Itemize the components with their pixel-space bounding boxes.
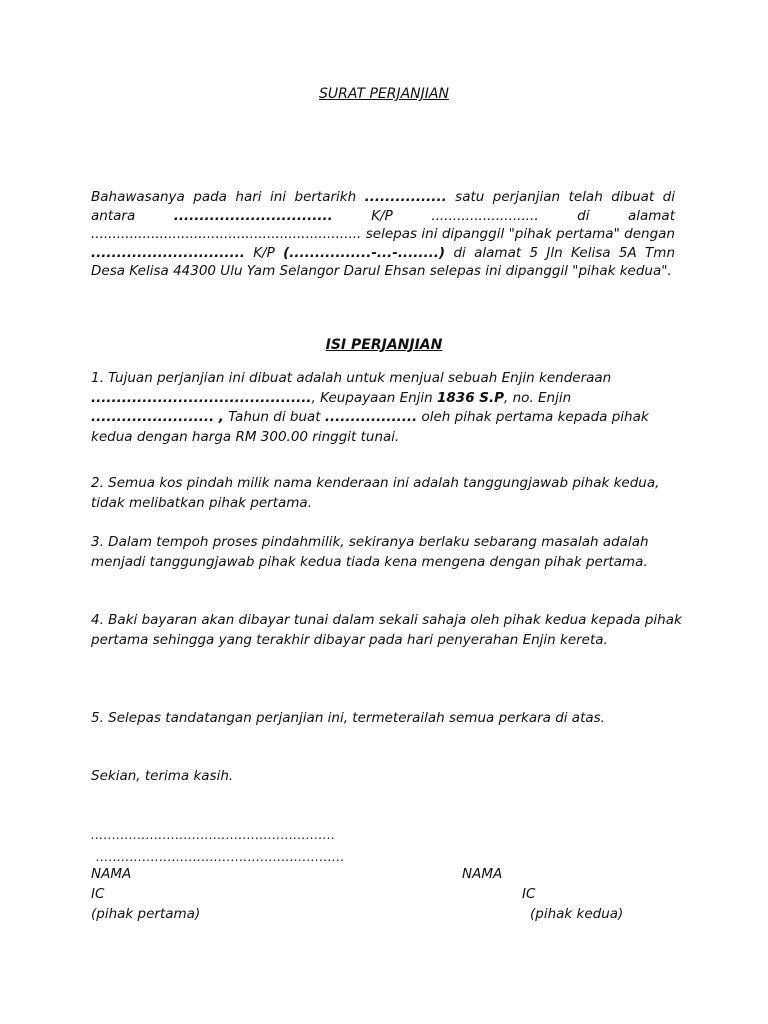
intro-text-3: K/P ......................... di alamat ............................................................... selepas ini dipanggil "pihak pertama" dengan [91,207,675,243]
year-blank: .................. [324,409,418,426]
intro-text-4: K/P [244,244,284,261]
signature-line-party1: .......................................................... [91,828,336,842]
vehicle-blank: ........................................... [91,389,312,406]
signature-line-party2: ........................................................... [96,850,345,864]
party2-ic-blank: (................-...-........) [283,244,446,261]
party1-name-label: NAMA [91,866,132,882]
clause-1-text-e: oleh pihak pertama kepada pihak kedua dengan harga RM 300.00 ringgit tunai. [91,409,649,445]
party1-name-blank: ............................... [173,207,333,224]
clause-1-text-d: Tahun di buat [223,409,325,426]
intro-text-1: Bahawasanya pada hari ini bertarikh [91,189,365,205]
party1-role-label: (pihak pertama) [91,906,201,922]
date-blank: ................ [364,189,447,205]
party2-role-label: (pihak kedua) [530,906,624,922]
party2-name-label: NAMA [462,866,503,882]
document-title: SURAT PERJANJIAN [319,86,449,102]
clause-1 [91,369,691,447]
engine-number-blank: ........................ , [91,409,224,426]
clause-2: 2. Semua kos pindah milik nama kenderaan ini adalah tanggungjawab pihak kedua, tidak melibatkan pihak pertama. [91,475,660,511]
party1-ic-label: IC [91,886,105,902]
clause-3: 3. Dalam tempoh proses pindahmilik, sekiranya berlaku sebarang masalah adalah menjadi tanggungjawab pihak kedua tiada kena mengena dengan pihak pertama. [91,534,649,570]
party2-name-blank: .............................. [91,244,245,261]
clause-4: 4. Baki bayaran akan dibayar tunai dalam sekali sahaja oleh pihak kedua kepada pihak pertama sehingga yang terakhir dibayar pada hari penyerahan Enjin kereta. [91,612,682,648]
intro-paragraph [91,188,675,281]
clause-1-text-a: 1. Tujuan perjanjian ini dibuat adalah untuk menjual sebuah Enjin kenderaan [91,370,612,386]
intro-text-2: satu perjanjian telah dibuat di antara [91,189,675,224]
clause-1-text-b: , Keupayaan Enjin [311,389,438,406]
party2-ic-label: IC [522,886,536,902]
clause-5: 5. Selepas tandatangan perjanjian ini, termeterailah semua perkara di atas. [91,710,605,726]
isi-perjanjian-title: ISI PERJANJIAN [325,337,443,353]
clause-1-text-c: , no. Enjin [504,389,572,406]
engine-capacity: 1836 S.P [437,389,505,406]
closing-line: Sekian, terima kasih. [91,768,234,784]
intro-text-5: di alamat 5 Jln Kelisa 5A Tmn Desa Kelisa 44300 Ulu Yam Selangor Darul Ehsan selepas ini dipanggil "pihak kedua". [91,244,675,280]
